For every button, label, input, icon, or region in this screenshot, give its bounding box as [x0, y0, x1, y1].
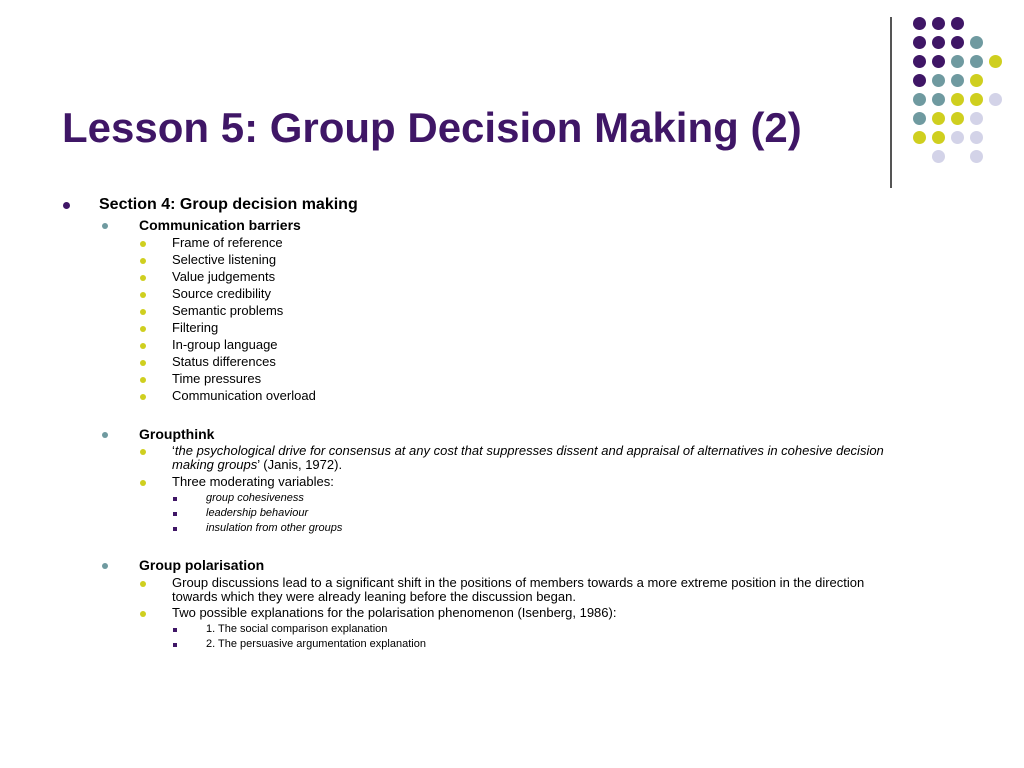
bullet-icon [173, 497, 177, 501]
explanation-text: 1. The social comparison explanation [206, 623, 388, 635]
bullet-icon [140, 258, 146, 264]
bullet-icon [140, 377, 146, 383]
definition-text: ‘the psychological drive for consensus at any cost that suppresses dissent and appraisal of alternatives in cohesive decision making groups’ (Janis, 1972). [172, 443, 884, 472]
bullet-icon [140, 360, 146, 366]
explanations-label: Two possible explanations for the polarisation phenomenon (Isenberg, 1986): [172, 605, 617, 620]
barrier-text: Frame of reference [172, 235, 283, 250]
barrier-text: Filtering [172, 320, 219, 335]
explanation-text: 2. The persuasive argumentation explanation [206, 638, 426, 650]
section-heading: Section 4: Group decision making [99, 196, 358, 213]
barrier-text: Time pressures [172, 371, 262, 386]
moderator-text: insulation from other groups [206, 522, 343, 534]
bullet-icon [102, 432, 108, 438]
moderator-text: group cohesiveness [206, 492, 304, 504]
bullet-icon [102, 223, 108, 229]
bullet-icon [140, 581, 146, 587]
bullet-icon [140, 326, 146, 332]
bullet-icon [140, 241, 146, 247]
bullet-icon [140, 309, 146, 315]
bullet-icon [173, 527, 177, 531]
bullet-icon [140, 611, 146, 617]
subheading-groupthink: Groupthink [139, 426, 215, 442]
bullet-icon [173, 643, 177, 647]
barrier-text: Communication overload [172, 388, 316, 403]
subheading-group-polarisation: Group polarisation [139, 557, 265, 573]
bullet-icon [173, 628, 177, 632]
moderators-label: Three moderating variables: [172, 474, 334, 489]
bullet-icon [140, 394, 146, 400]
barrier-text: Selective listening [172, 252, 277, 267]
barrier-text: In-group language [172, 337, 278, 352]
barrier-text: Source credibility [172, 286, 271, 301]
bullet-icon [140, 343, 146, 349]
bullet-icon [140, 449, 146, 455]
slide-title: Lesson 5: Group Decision Making (2) [62, 104, 802, 151]
subheading-communication-barriers: Communication barriers [139, 217, 301, 233]
bullet-icon [140, 480, 146, 486]
bullet-icon [140, 275, 146, 281]
bullet-icon [102, 563, 108, 569]
barrier-text: Value judgements [172, 269, 276, 284]
barrier-text: Status differences [172, 354, 276, 369]
moderator-text: leadership behaviour [206, 507, 309, 519]
description-text: Group discussions lead to a significant shift in the positions of members towards a more extreme position in the direction towards which they were already leaning before the discussion began. [172, 575, 865, 604]
bullet-icon [173, 512, 177, 516]
barrier-text: Semantic problems [172, 303, 284, 318]
bullet-icon [63, 202, 70, 209]
bullet-icon [140, 292, 146, 298]
